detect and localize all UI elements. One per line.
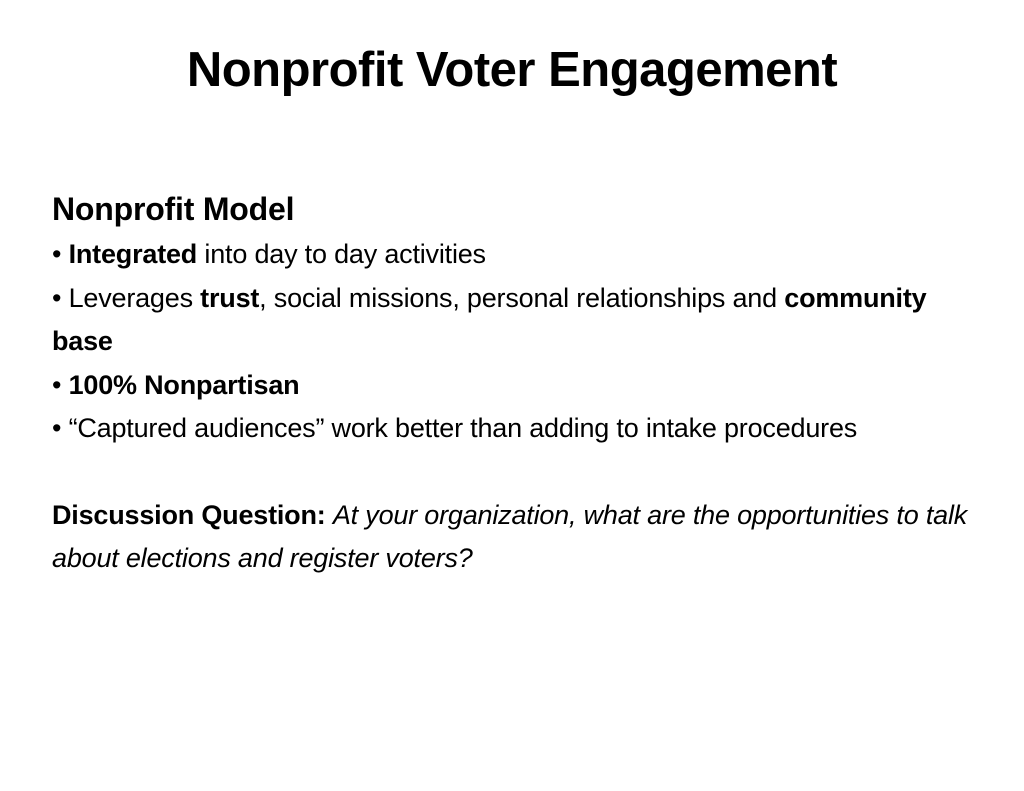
bullet-text: “Captured audiences” work better than adding to intake procedures xyxy=(68,413,858,443)
bullet-bold-text: Integrated xyxy=(68,239,198,269)
bullet-leverages xyxy=(52,277,982,364)
bullet-captured-audiences xyxy=(52,407,982,451)
bullet-symbol: • xyxy=(52,369,62,400)
bullet-text: , social missions, personal relationships and xyxy=(259,282,785,313)
discussion-question xyxy=(52,494,982,581)
spacer xyxy=(52,451,982,494)
bullet-bold-text: trust xyxy=(200,282,260,313)
bullet-integrated xyxy=(52,233,982,277)
slide-body xyxy=(52,185,982,581)
bullet-bold-text: community base xyxy=(52,282,927,356)
bullet-nonpartisan xyxy=(52,364,982,408)
section-heading: Nonprofit Model xyxy=(52,191,295,227)
slide-title: Nonprofit Voter Engagement xyxy=(186,43,838,97)
discussion-label: Discussion Question: xyxy=(52,499,326,530)
bullet-symbol: • xyxy=(52,282,62,313)
discussion-text: At your organization, what are the opportunities to talk about elections and register voters? xyxy=(52,499,968,573)
bullet-symbol: • xyxy=(52,413,62,443)
bullet-text: into day to day activities xyxy=(197,239,486,269)
bullet-text: Leverages xyxy=(68,282,201,313)
bullet-bold-text: 100% Nonpartisan xyxy=(68,369,300,400)
bullet-symbol: • xyxy=(52,239,62,269)
